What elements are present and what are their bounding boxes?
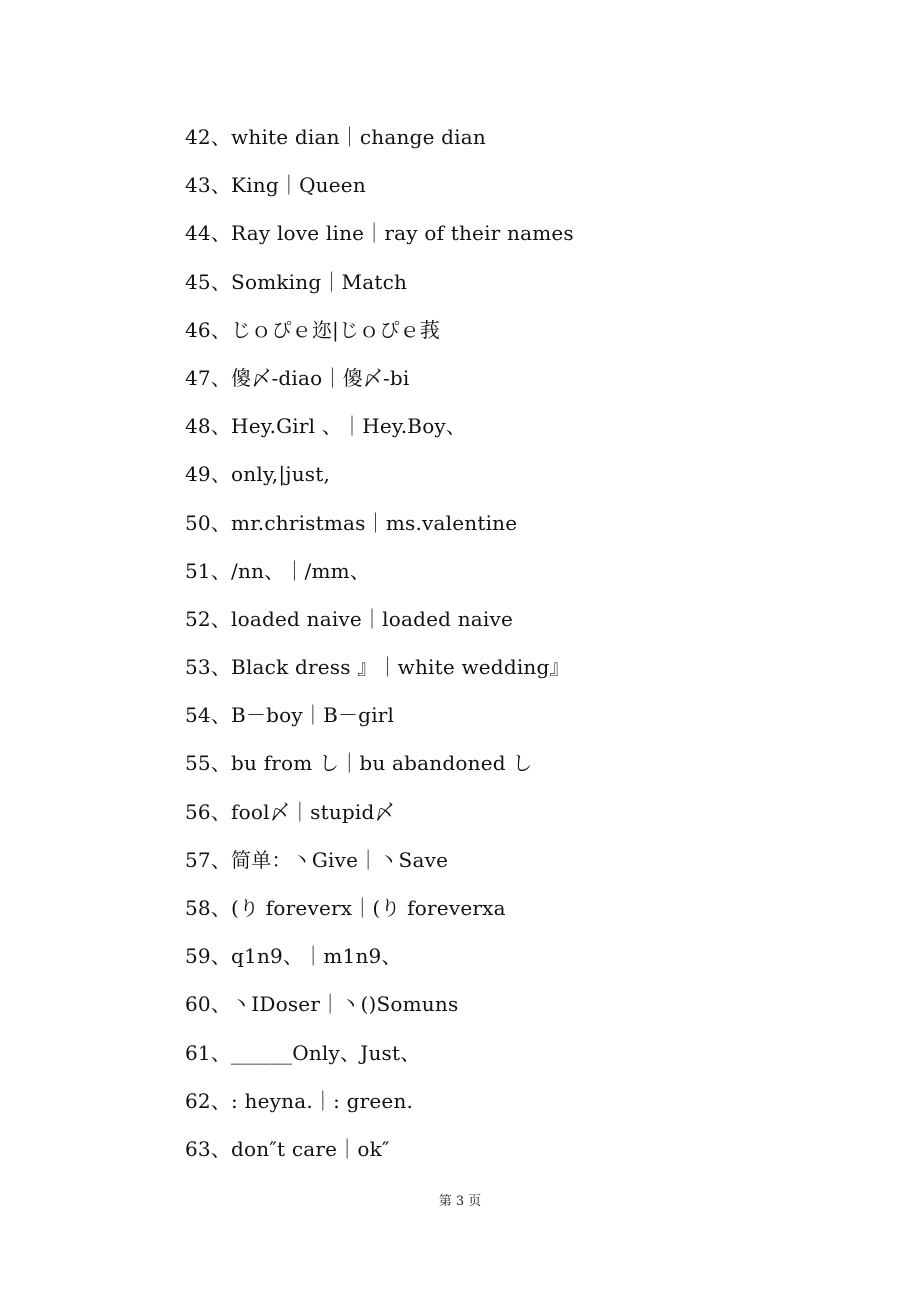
list-item: 44、Ray love line｜ray of their names: [185, 221, 574, 246]
nickname-list: [185, 120, 825, 1180]
list-item: 52、loaded naive｜loaded naive: [185, 606, 514, 631]
list-item: 42、white dian｜change dian: [185, 125, 486, 149]
list-item: 56、fool〆｜stupid〆: [185, 799, 395, 824]
list-item: 54、B－boy｜B－girl: [185, 703, 395, 728]
list-item: 43、King｜Queen: [185, 173, 366, 198]
list-item: 58、(り foreverx｜(り foreverxa: [185, 896, 506, 920]
list-item: 51、/nn、｜/mm、: [185, 558, 371, 583]
list-item: 55、bu from し｜bu abandoned し: [185, 751, 533, 776]
list-item: 49、only,|just,: [185, 462, 331, 487]
list-item: 61、______Only、Just、: [185, 1040, 421, 1065]
list-item: 57、简单：丶Give｜丶Save: [185, 847, 449, 872]
page-number: 第 3 页: [438, 1194, 482, 1209]
list-item: 60、丶IDoser｜丶()Somuns: [185, 992, 459, 1017]
list-item: 46、じｏぴｅ迩|じｏぴｅ莪: [185, 317, 440, 342]
list-item: 62、: heyna.｜: green.: [185, 1088, 414, 1113]
list-item: 63、don″t care｜ok″: [185, 1136, 390, 1161]
list-item: 48、Hey.Girl 、｜Hey.Boy、: [185, 414, 467, 439]
list-item: 59、q1n9、｜m1n9、: [185, 944, 402, 969]
list-item: 47、傻〆-diao｜傻〆-bi: [185, 365, 410, 390]
list-item: 45、Somking｜Match: [185, 269, 408, 294]
list-item: 53、Black dress 』｜white wedding』: [185, 655, 570, 680]
list-item: 50、mr.christmas｜ms.valentine: [185, 510, 518, 535]
